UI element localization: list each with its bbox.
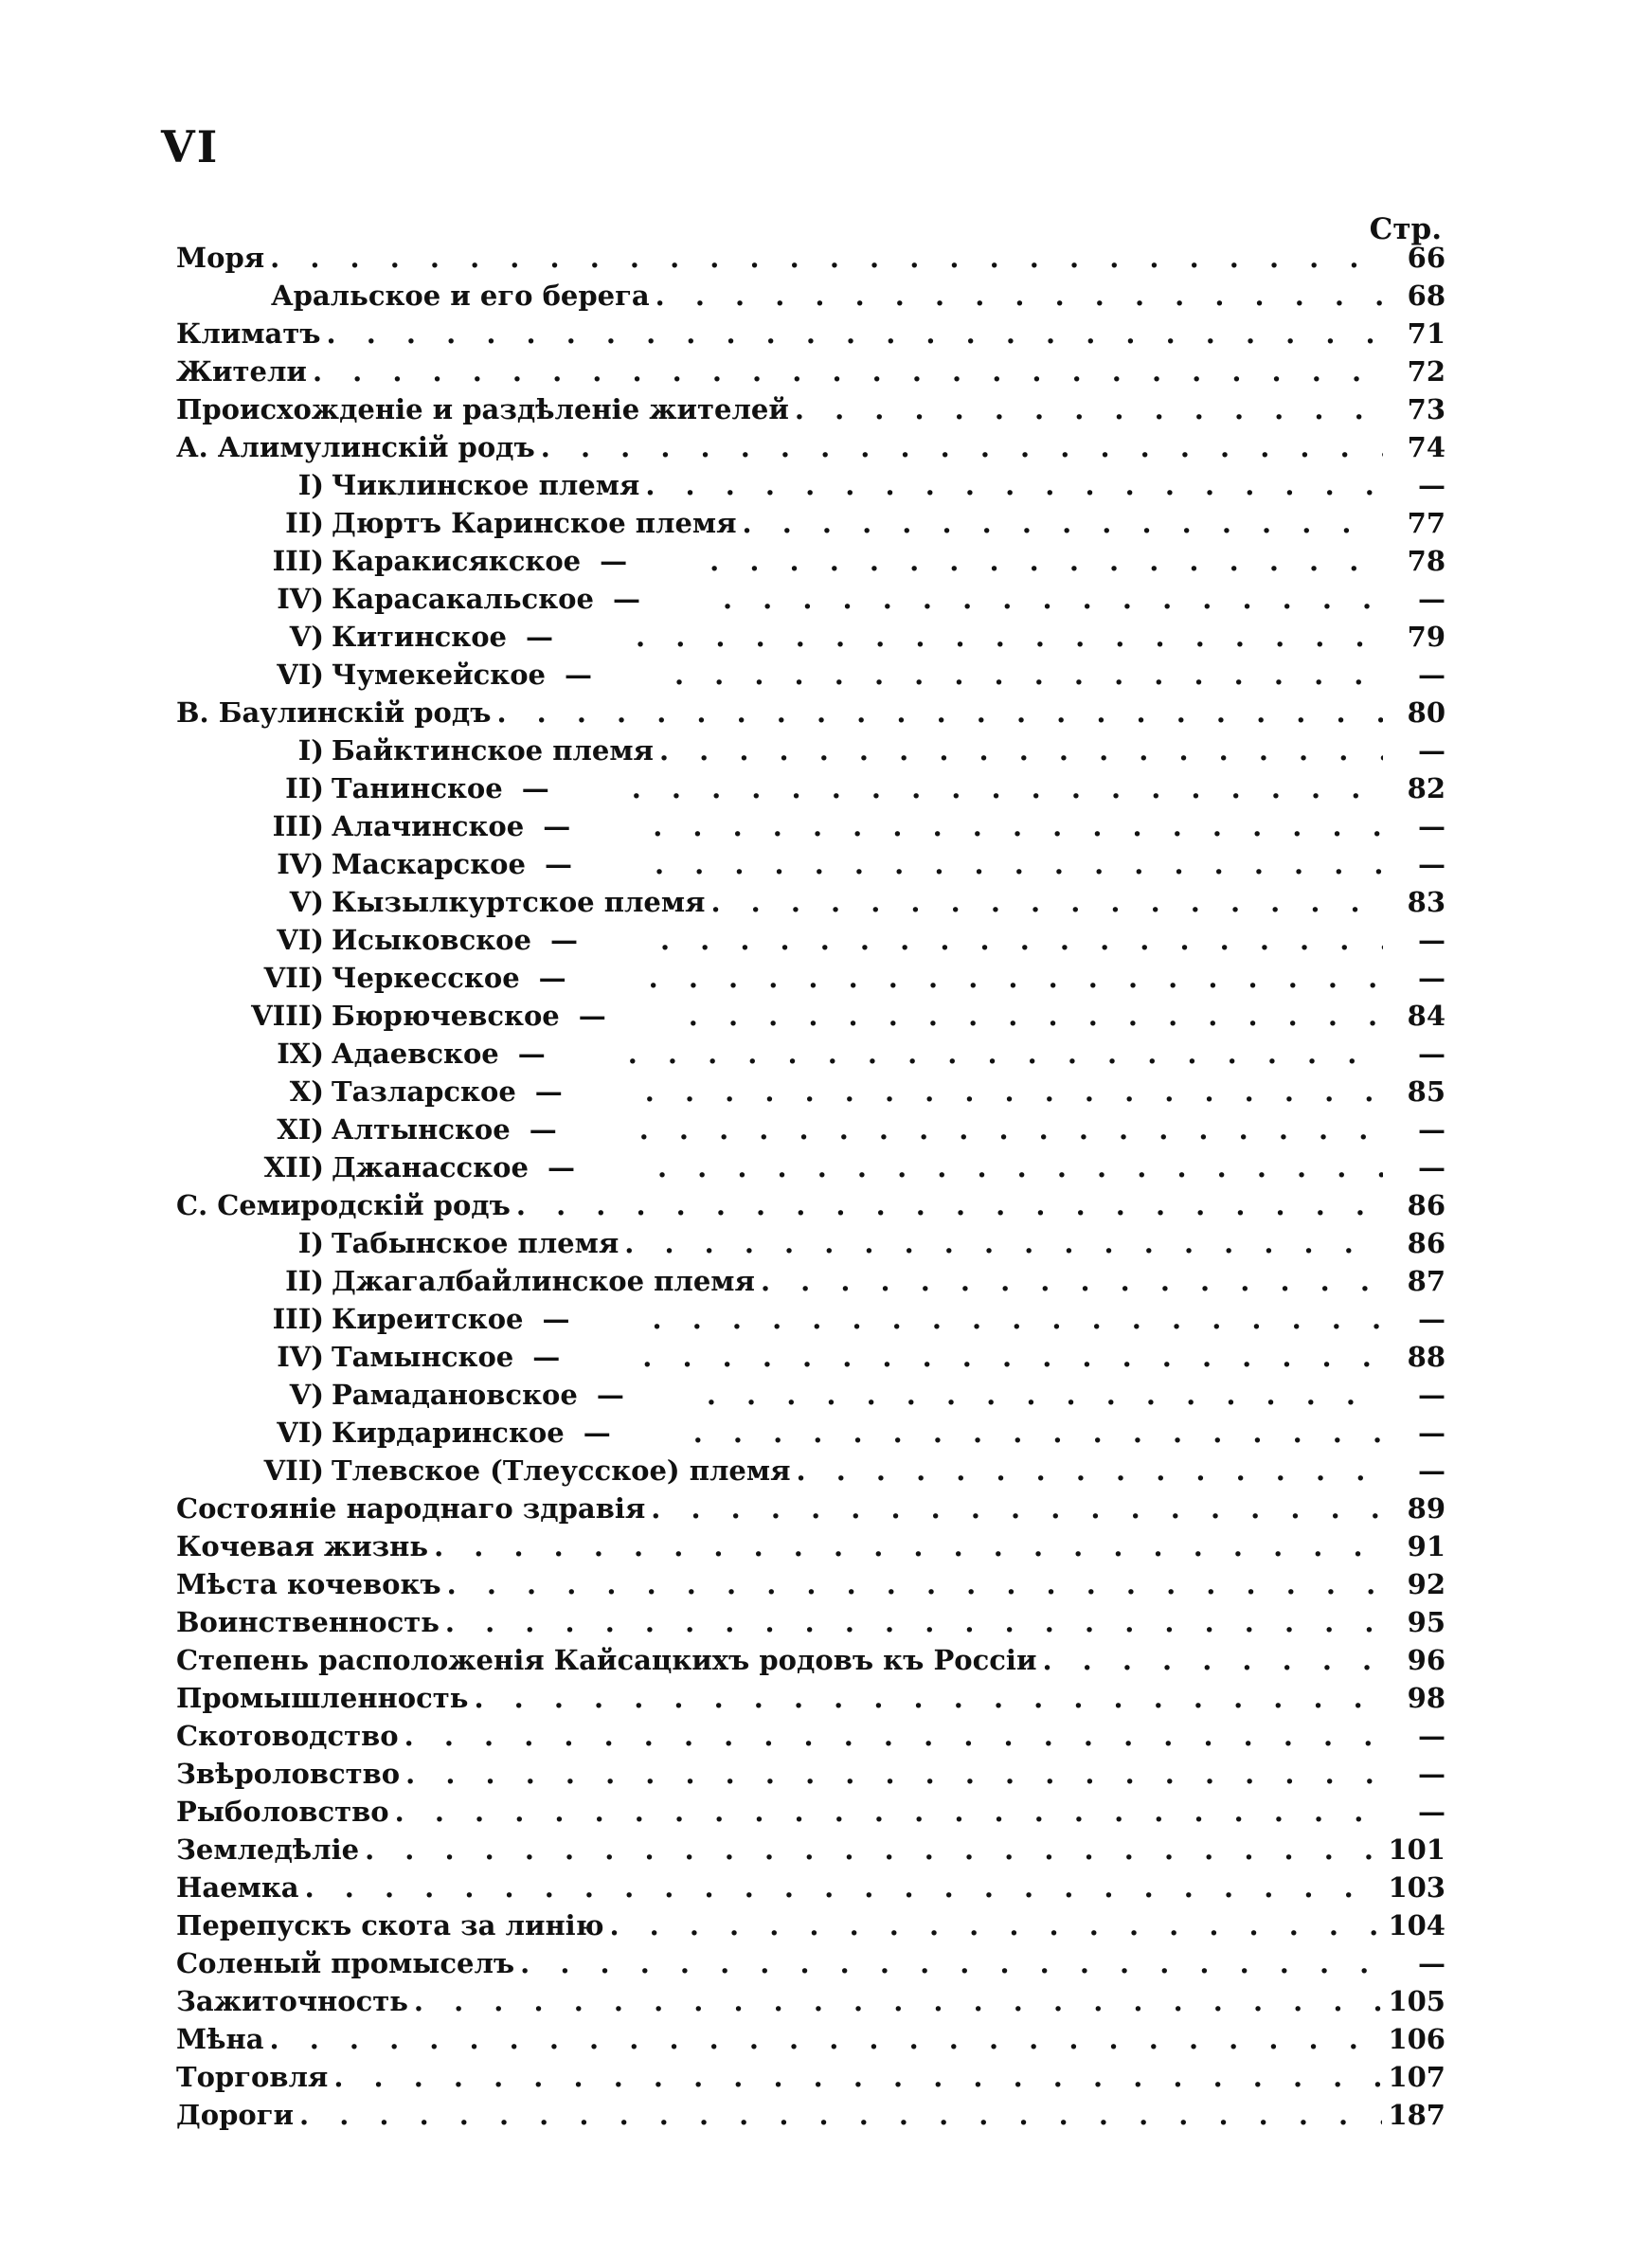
entry-title: Чиклинское племя [332,469,640,501]
entry-title: Земледѣліе [176,1833,360,1866]
toc-entry [176,1982,1446,2020]
entry-title: Звѣроловство [176,1758,401,1790]
toc-entry [176,1869,1446,1906]
entry-page: 86 [1407,1189,1446,1221]
toc-entry [176,997,1446,1035]
entry-page: 83 [1407,886,1446,918]
entry-page: — [1418,1796,1446,1828]
dot-leader [655,277,1383,315]
entry-title: Климатъ [176,317,321,350]
dot-leader [657,1148,1383,1186]
dot-leader [653,807,1383,845]
entry-page: 71 [1407,317,1446,350]
dot-leader [797,1452,1384,1490]
entry-page: 87 [1407,1265,1446,1297]
entry-page: 68 [1407,280,1446,312]
dot-leader [653,1300,1384,1338]
entry-title: Перепускъ скота за линію [176,1909,604,1941]
toc-entry [176,1831,1446,1869]
entry-page: 95 [1407,1606,1446,1638]
entry-page: 86 [1407,1227,1446,1259]
entry-number: V) [289,886,324,918]
ditto-dash: — [543,810,571,842]
toc-entry [176,239,1446,277]
entry-page: — [1418,1720,1446,1752]
entry-title: Жители [176,355,307,388]
entry-title: Джагалбайлинское племя [332,1265,755,1297]
ditto-dash: — [521,772,549,804]
ditto-dash: — [544,848,572,880]
entry-page: 84 [1407,1000,1446,1032]
entry-title: Исыковское [332,924,531,956]
entry-title: Дороги [176,2099,295,2131]
entry-number: II) [285,1265,324,1297]
dot-leader [447,1565,1383,1603]
entry-title: Степень расположенія Кайсацкихъ родовъ къ Россіи [176,1644,1037,1676]
dot-leader [516,1186,1383,1224]
entry-page: 77 [1407,507,1446,539]
toc-entry [176,1414,1446,1452]
dot-leader [305,1869,1383,1906]
page-number: VI [161,121,220,172]
toc-entry [176,1793,1446,1831]
entry-page: 105 [1388,1985,1446,2017]
toc-entry [176,1262,1446,1300]
entry-page: — [1418,1454,1446,1487]
entry-page: — [1418,848,1446,880]
entry-title: А. Алимулинскій родъ [176,431,535,463]
toc-entry [176,1565,1446,1603]
entry-number: VI) [277,659,324,691]
entry-number: VI) [277,1417,324,1449]
dot-leader [628,1035,1383,1073]
entry-number: IV) [277,583,324,615]
dot-leader [642,1338,1383,1376]
entry-title: Тлевское (Тлеусское) племя [332,1454,791,1487]
toc-entry [176,1452,1446,1490]
dot-leader [710,883,1383,921]
toc-entry [176,2058,1446,2096]
entry-title: Рамадановское [332,1379,578,1411]
entry-title: Чумекейское [332,659,546,691]
entry-title: Байктинское племя [332,734,654,767]
toc-entry [176,1906,1446,1944]
toc-entry [176,466,1446,504]
entry-title: Промышленность [176,1682,469,1714]
entry-number: V) [289,1379,324,1411]
dot-leader [365,1831,1382,1869]
dot-leader [649,959,1383,997]
entry-number: I) [297,734,324,767]
dot-leader [313,352,1383,390]
entry-page: 98 [1407,1682,1446,1714]
entry-page: 85 [1407,1075,1446,1108]
entry-page: 92 [1407,1568,1446,1600]
entry-page: — [1418,1947,1446,1979]
entry-page: 96 [1407,1644,1446,1676]
entry-number: VIII) [251,1000,324,1032]
entry-title: Рыболовство [176,1796,389,1828]
toc-entry [176,656,1446,694]
dot-leader [496,694,1383,731]
ditto-dash: — [534,1075,563,1108]
entry-number: III) [272,545,324,577]
entry-page: 73 [1407,393,1446,425]
dot-leader [689,997,1383,1035]
dot-leader [655,845,1383,883]
entry-page: — [1418,734,1446,767]
ditto-dash: — [564,659,592,691]
entry-number: I) [297,469,324,501]
entry-title: Состояніе народнаго здравія [176,1492,646,1525]
toc-entry [176,845,1446,883]
dot-leader [632,769,1383,807]
entry-number: VII) [263,962,324,994]
dot-leader [333,2058,1382,2096]
entry-page: 66 [1407,242,1446,274]
entry-title: Мѣна [176,2023,264,2055]
entry-title: В. Баулинскій родъ [176,696,492,729]
toc-entry [176,1110,1446,1148]
entry-number: I) [297,1227,324,1259]
dot-leader [723,580,1383,618]
entry-page: — [1418,1417,1446,1449]
dot-leader [636,618,1383,656]
ditto-dash: — [612,583,640,615]
dot-leader [743,504,1383,542]
entry-title: Каракисякское [332,545,582,577]
entry-title: Алачинское [332,810,525,842]
ditto-dash: — [538,962,566,994]
entry-number: XII) [263,1151,324,1183]
toc-entry [176,807,1446,845]
toc-entry [176,1376,1446,1414]
ditto-dash: — [600,545,628,577]
entry-page: — [1418,924,1446,956]
entry-page: 74 [1407,431,1446,463]
dot-leader [395,1793,1383,1831]
dot-leader [404,1717,1383,1755]
toc-entry [176,542,1446,580]
entry-number: X) [289,1075,324,1108]
dot-leader [445,1603,1383,1641]
dot-leader [659,731,1383,769]
toc-entry [176,1224,1446,1262]
entry-title: Мѣста кочевокъ [176,1568,441,1600]
entry-page: 88 [1407,1341,1446,1373]
entry-title: Маскарское [332,848,526,880]
toc-entry [176,1527,1446,1565]
toc-entry [176,921,1446,959]
toc-entry [176,1603,1446,1641]
toc-entry [176,959,1446,997]
dot-leader [674,656,1383,694]
entry-page: — [1418,1303,1446,1335]
entry-number: III) [272,810,324,842]
page-column-header: Стр. [1369,212,1442,246]
entry-title: Происхожденіе и раздѣленіе жителей [176,393,789,425]
toc-entry [176,1035,1446,1073]
entry-page: 187 [1388,2099,1446,2131]
entry-page: — [1418,659,1446,691]
entry-number: IV) [277,848,324,880]
dot-leader [520,1944,1383,1982]
toc-entry [176,315,1446,352]
dot-leader [270,239,1383,277]
ditto-dash: — [583,1417,611,1449]
dot-leader [434,1527,1383,1565]
entry-number: VI) [277,924,324,956]
entry-page: 72 [1407,355,1446,388]
toc-entry [176,1717,1446,1755]
entry-number: II) [285,507,324,539]
toc-entry [176,1148,1446,1186]
ditto-dash: — [547,1151,575,1183]
entry-page: — [1418,583,1446,615]
entry-title: С. Семиродскій родъ [176,1189,511,1221]
dot-leader [414,1982,1383,2020]
dot-leader [761,1262,1383,1300]
entry-page: — [1418,1379,1446,1411]
toc-entry [176,504,1446,542]
entry-page: — [1418,469,1446,501]
entry-title: Зажиточность [176,1985,408,2017]
dot-leader [709,542,1383,580]
entry-title: Табынское племя [332,1227,620,1259]
dot-leader [474,1679,1383,1717]
entry-page: 89 [1407,1492,1446,1525]
toc-entry [176,1490,1446,1527]
dot-leader [660,921,1383,959]
entry-page: 82 [1407,772,1446,804]
entry-title: Танинское [332,772,503,804]
dot-leader [645,1073,1383,1110]
toc-entry [176,618,1446,656]
entry-title: Китинское [332,621,507,653]
entry-page: 103 [1388,1871,1446,1904]
entry-number: XI) [277,1113,324,1146]
dot-leader [639,1110,1383,1148]
toc-entry [176,769,1446,807]
dot-leader [541,428,1383,466]
dot-leader [651,1490,1383,1527]
toc-entry [176,1944,1446,1982]
dot-leader [707,1376,1383,1414]
entry-title: Кирдаринское [332,1417,565,1449]
toc-entry [176,2096,1446,2134]
entry-page: 91 [1407,1530,1446,1562]
entry-title: Карасакальское [332,583,594,615]
entry-page: 78 [1407,545,1446,577]
dot-leader [1042,1641,1383,1679]
toc-entry [176,1755,1446,1793]
ditto-dash: — [532,1341,561,1373]
toc-entry [176,883,1446,921]
dot-leader [645,466,1383,504]
entry-title: Адаевское [332,1038,499,1070]
ditto-dash: — [517,1038,546,1070]
entry-page: — [1418,1038,1446,1070]
entry-page: 80 [1407,696,1446,729]
entry-number: V) [289,621,324,653]
toc-entry [176,731,1446,769]
entry-title: Бюрючевское [332,1000,560,1032]
entry-number: II) [285,772,324,804]
entry-number: IV) [277,1341,324,1373]
toc-entry [176,1338,1446,1376]
entry-title: Воинственность [176,1606,440,1638]
entry-page: — [1418,1758,1446,1790]
entry-title: Кочевая жизнь [176,1530,429,1562]
ditto-dash: — [596,1379,624,1411]
dot-leader [609,1906,1382,1944]
toc-entry [176,1679,1446,1717]
dot-leader [624,1224,1383,1262]
toc-entry [176,2020,1446,2058]
dot-leader [405,1755,1383,1793]
ditto-dash: — [529,1113,557,1146]
entry-title: Аральское и его берега [271,280,650,312]
entry-title: Кызылкуртское племя [332,886,706,918]
dot-leader [299,2096,1382,2134]
entry-page: — [1418,810,1446,842]
entry-title: Тазларское [332,1075,516,1108]
toc-entry [176,1186,1446,1224]
toc-entry [176,694,1446,731]
toc-entry [176,390,1446,428]
entry-title: Алтынское [332,1113,511,1146]
toc-entry [176,580,1446,618]
ditto-dash: — [526,621,553,653]
entry-title: Соленый промыселъ [176,1947,515,1979]
entry-page: — [1418,962,1446,994]
entry-title: Джанасское [332,1151,529,1183]
toc-entry [176,352,1446,390]
dot-leader [327,315,1383,352]
ditto-dash: — [578,1000,606,1032]
entry-title: Наемка [176,1871,299,1904]
entry-title: Дюртъ Каринское племя [332,507,737,539]
entry-page: 106 [1388,2023,1446,2055]
dot-leader [693,1414,1383,1452]
entry-title: Черкесское [332,962,520,994]
toc-entry [176,1300,1446,1338]
dot-leader [795,390,1383,428]
entry-title: Тамынское [332,1341,514,1373]
entry-page: — [1418,1113,1446,1146]
toc-entry [176,428,1446,466]
entry-page: — [1418,1151,1446,1183]
entry-page: 107 [1388,2061,1446,2093]
entry-number: III) [272,1303,324,1335]
toc-entry [176,1073,1446,1110]
entry-title: Моря [176,242,265,274]
dot-leader [270,2020,1383,2058]
toc-entry [176,1641,1446,1679]
ditto-dash: — [542,1303,570,1335]
entry-title: Киреитское [332,1303,524,1335]
entry-title: Торговля [176,2061,329,2093]
entry-page: 104 [1388,1909,1446,1941]
entry-page: 79 [1407,621,1446,653]
ditto-dash: — [549,924,578,956]
entry-number: VII) [263,1454,324,1487]
table-of-contents [176,239,1446,2134]
entry-number: IX) [277,1038,324,1070]
entry-title: Скотоводство [176,1720,399,1752]
entry-page: 101 [1388,1833,1446,1866]
toc-entry [176,277,1446,315]
